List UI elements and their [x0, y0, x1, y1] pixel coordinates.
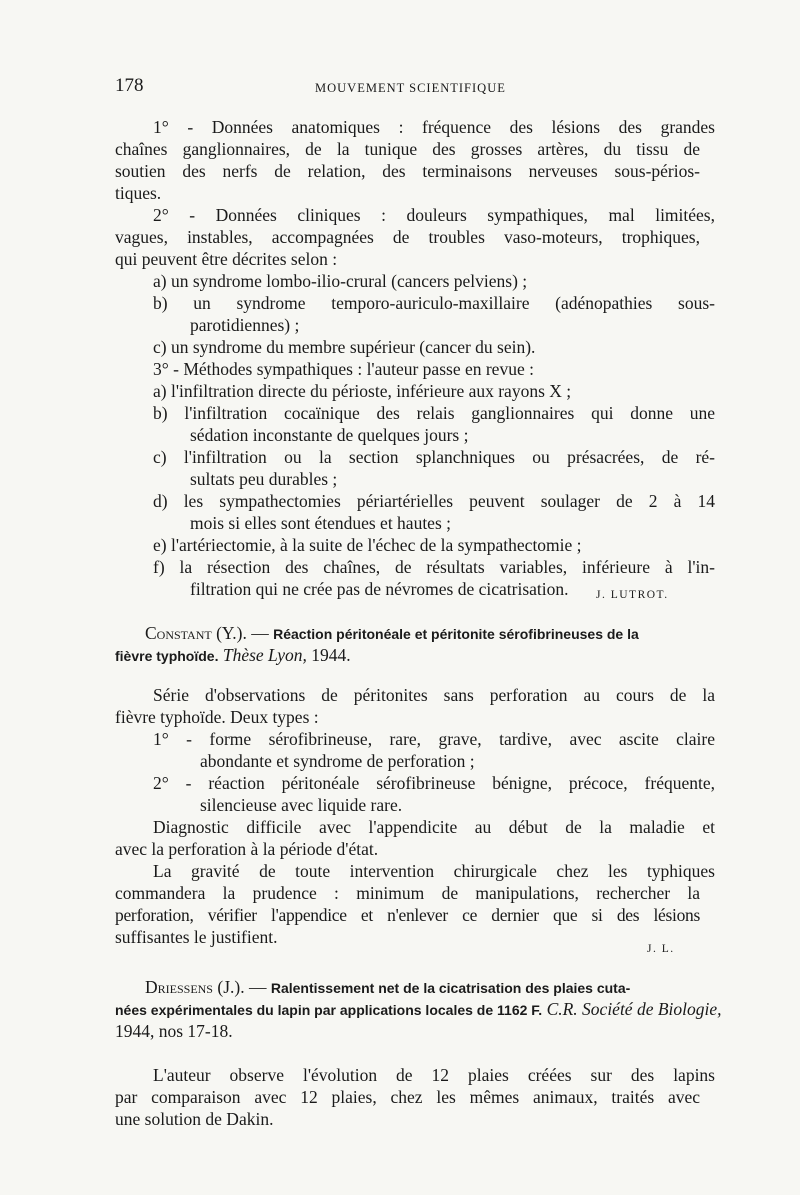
list-item: b) un syndrome temporo-auriculo-maxillaire (adénopathies sous- — [153, 293, 715, 313]
text-line: tiques. — [115, 183, 162, 203]
text-line: La gravité de toute intervention chirurgicale chez les typhiques — [153, 861, 715, 881]
article-title: Ralentissement net de la cicatrisation des plaies cuta- — [270, 980, 631, 996]
reference-heading-cont — [115, 644, 351, 667]
text-line: soutien des nerfs de relation, des terminaisons nerveuses sous-périos- — [115, 161, 700, 181]
text-line: avec la perforation à la période d'état. — [115, 839, 379, 859]
text-line: qui peuvent être décrites selon : — [115, 249, 338, 269]
text-line: une solution de Dakin. — [115, 1109, 274, 1129]
journal-name: C.R. Société de Biologie, — [546, 999, 722, 1019]
reference-heading — [145, 976, 630, 999]
text-line: sultats peu durables ; — [190, 469, 338, 489]
text-line: 3° - Méthodes sympathiques : l'auteur passe en revue : — [153, 359, 534, 379]
page-header — [115, 75, 715, 103]
list-item: d) les sympathectomies périartérielles peuvent soulager de 2 à 14 — [153, 491, 715, 511]
text-line: L'auteur observe l'évolution de 12 plaies créées sur des lapins — [153, 1065, 715, 1085]
reference-issue — [115, 1020, 233, 1042]
list-item: c) un syndrome du membre supérieur (cancer du sein). — [153, 337, 536, 357]
page-number: 178 — [115, 75, 144, 96]
list-item: a) un syndrome lombo-ilio-crural (cancers pelviens) ; — [153, 271, 528, 291]
signature: J. LUTROT. — [596, 589, 669, 601]
text-line: abondante et syndrome de perforation ; — [200, 751, 475, 771]
text-line: suffisantes le justifient. — [115, 927, 278, 947]
text-line: par comparaison avec 12 plaies, chez les mêmes animaux, traités avec — [115, 1087, 700, 1107]
list-item: b) l'infiltration cocaïnique des relais ganglionnaires qui donne une — [153, 403, 715, 423]
article-title-cont: nées expérimentales du lapin par applications locales de 1162 F. — [115, 1002, 543, 1018]
reference-heading — [145, 622, 639, 645]
text-line: silencieuse avec liquide rare. — [200, 795, 403, 815]
running-title: MOUVEMENT SCIENTIFIQUE — [315, 81, 506, 95]
text-line: parotidiennes) ; — [190, 315, 300, 335]
separator-dash: — — [244, 977, 271, 997]
list-item: c) l'infiltration ou la section splanchniques ou présacrées, de ré- — [153, 447, 715, 467]
list-item: e) l'artériectomie, à la suite de l'échec de la sympathectomie ; — [153, 535, 582, 555]
text-line: Série d'observations de péritonites sans perforation au cours de la — [153, 685, 715, 705]
text-line: fièvre typhoïde. Deux types : — [115, 707, 319, 727]
text-line: sédation inconstante de quelques jours ; — [190, 425, 469, 445]
list-item: 1° - forme sérofibrineuse, rare, grave, tardive, avec ascite claire — [153, 729, 715, 749]
reference-heading-cont — [115, 998, 722, 1021]
text-line: filtration qui ne crée pas de névromes de cicatrisation. — [190, 579, 569, 599]
separator-dash: — — [246, 623, 274, 643]
signature: J. L. — [647, 943, 675, 955]
author-name: Constant (Y.). — [145, 623, 247, 643]
author-name: Driessens (J.). — [145, 977, 245, 997]
text-line: chaînes ganglionnaires, de la tunique des grosses artères, du tissu de — [115, 139, 700, 159]
text-line: 2° - Données cliniques : douleurs sympathiques, mal limitées, — [153, 205, 715, 225]
article-title: Réaction péritonéale et péritonite sérofibrineuses de la — [273, 626, 639, 642]
journal-issue: 1944, nos 17-18. — [115, 1021, 233, 1041]
source-name: Thèse Lyon, — [222, 645, 307, 665]
text-line: commandera la prudence : minimum de manipulations, rechercher la — [115, 883, 700, 903]
text-line: Diagnostic difficile avec l'appendicite au début de la maladie et — [153, 817, 715, 837]
list-item: 2° - réaction péritonéale sérofibrineuse bénigne, précoce, fréquente, — [153, 773, 715, 793]
text-line: vagues, instables, accompagnées de troubles vaso-moteurs, trophiques, — [115, 227, 700, 247]
source-year: 1944. — [306, 645, 351, 665]
list-item: a) l'infiltration directe du périoste, inférieure aux rayons X ; — [153, 381, 572, 401]
article-title-cont: fièvre typhoïde. — [115, 648, 219, 664]
list-item: f) la résection des chaînes, de résultats variables, inférieure à l'in- — [153, 557, 715, 577]
text-line: perforation, vérifier l'appendice et n'enlever ce dernier que si des lésions — [115, 905, 700, 925]
text-line: mois si elles sont étendues et hautes ; — [190, 513, 451, 533]
text-line: 1° - Données anatomiques : fréquence des lésions des grandes — [153, 117, 715, 137]
